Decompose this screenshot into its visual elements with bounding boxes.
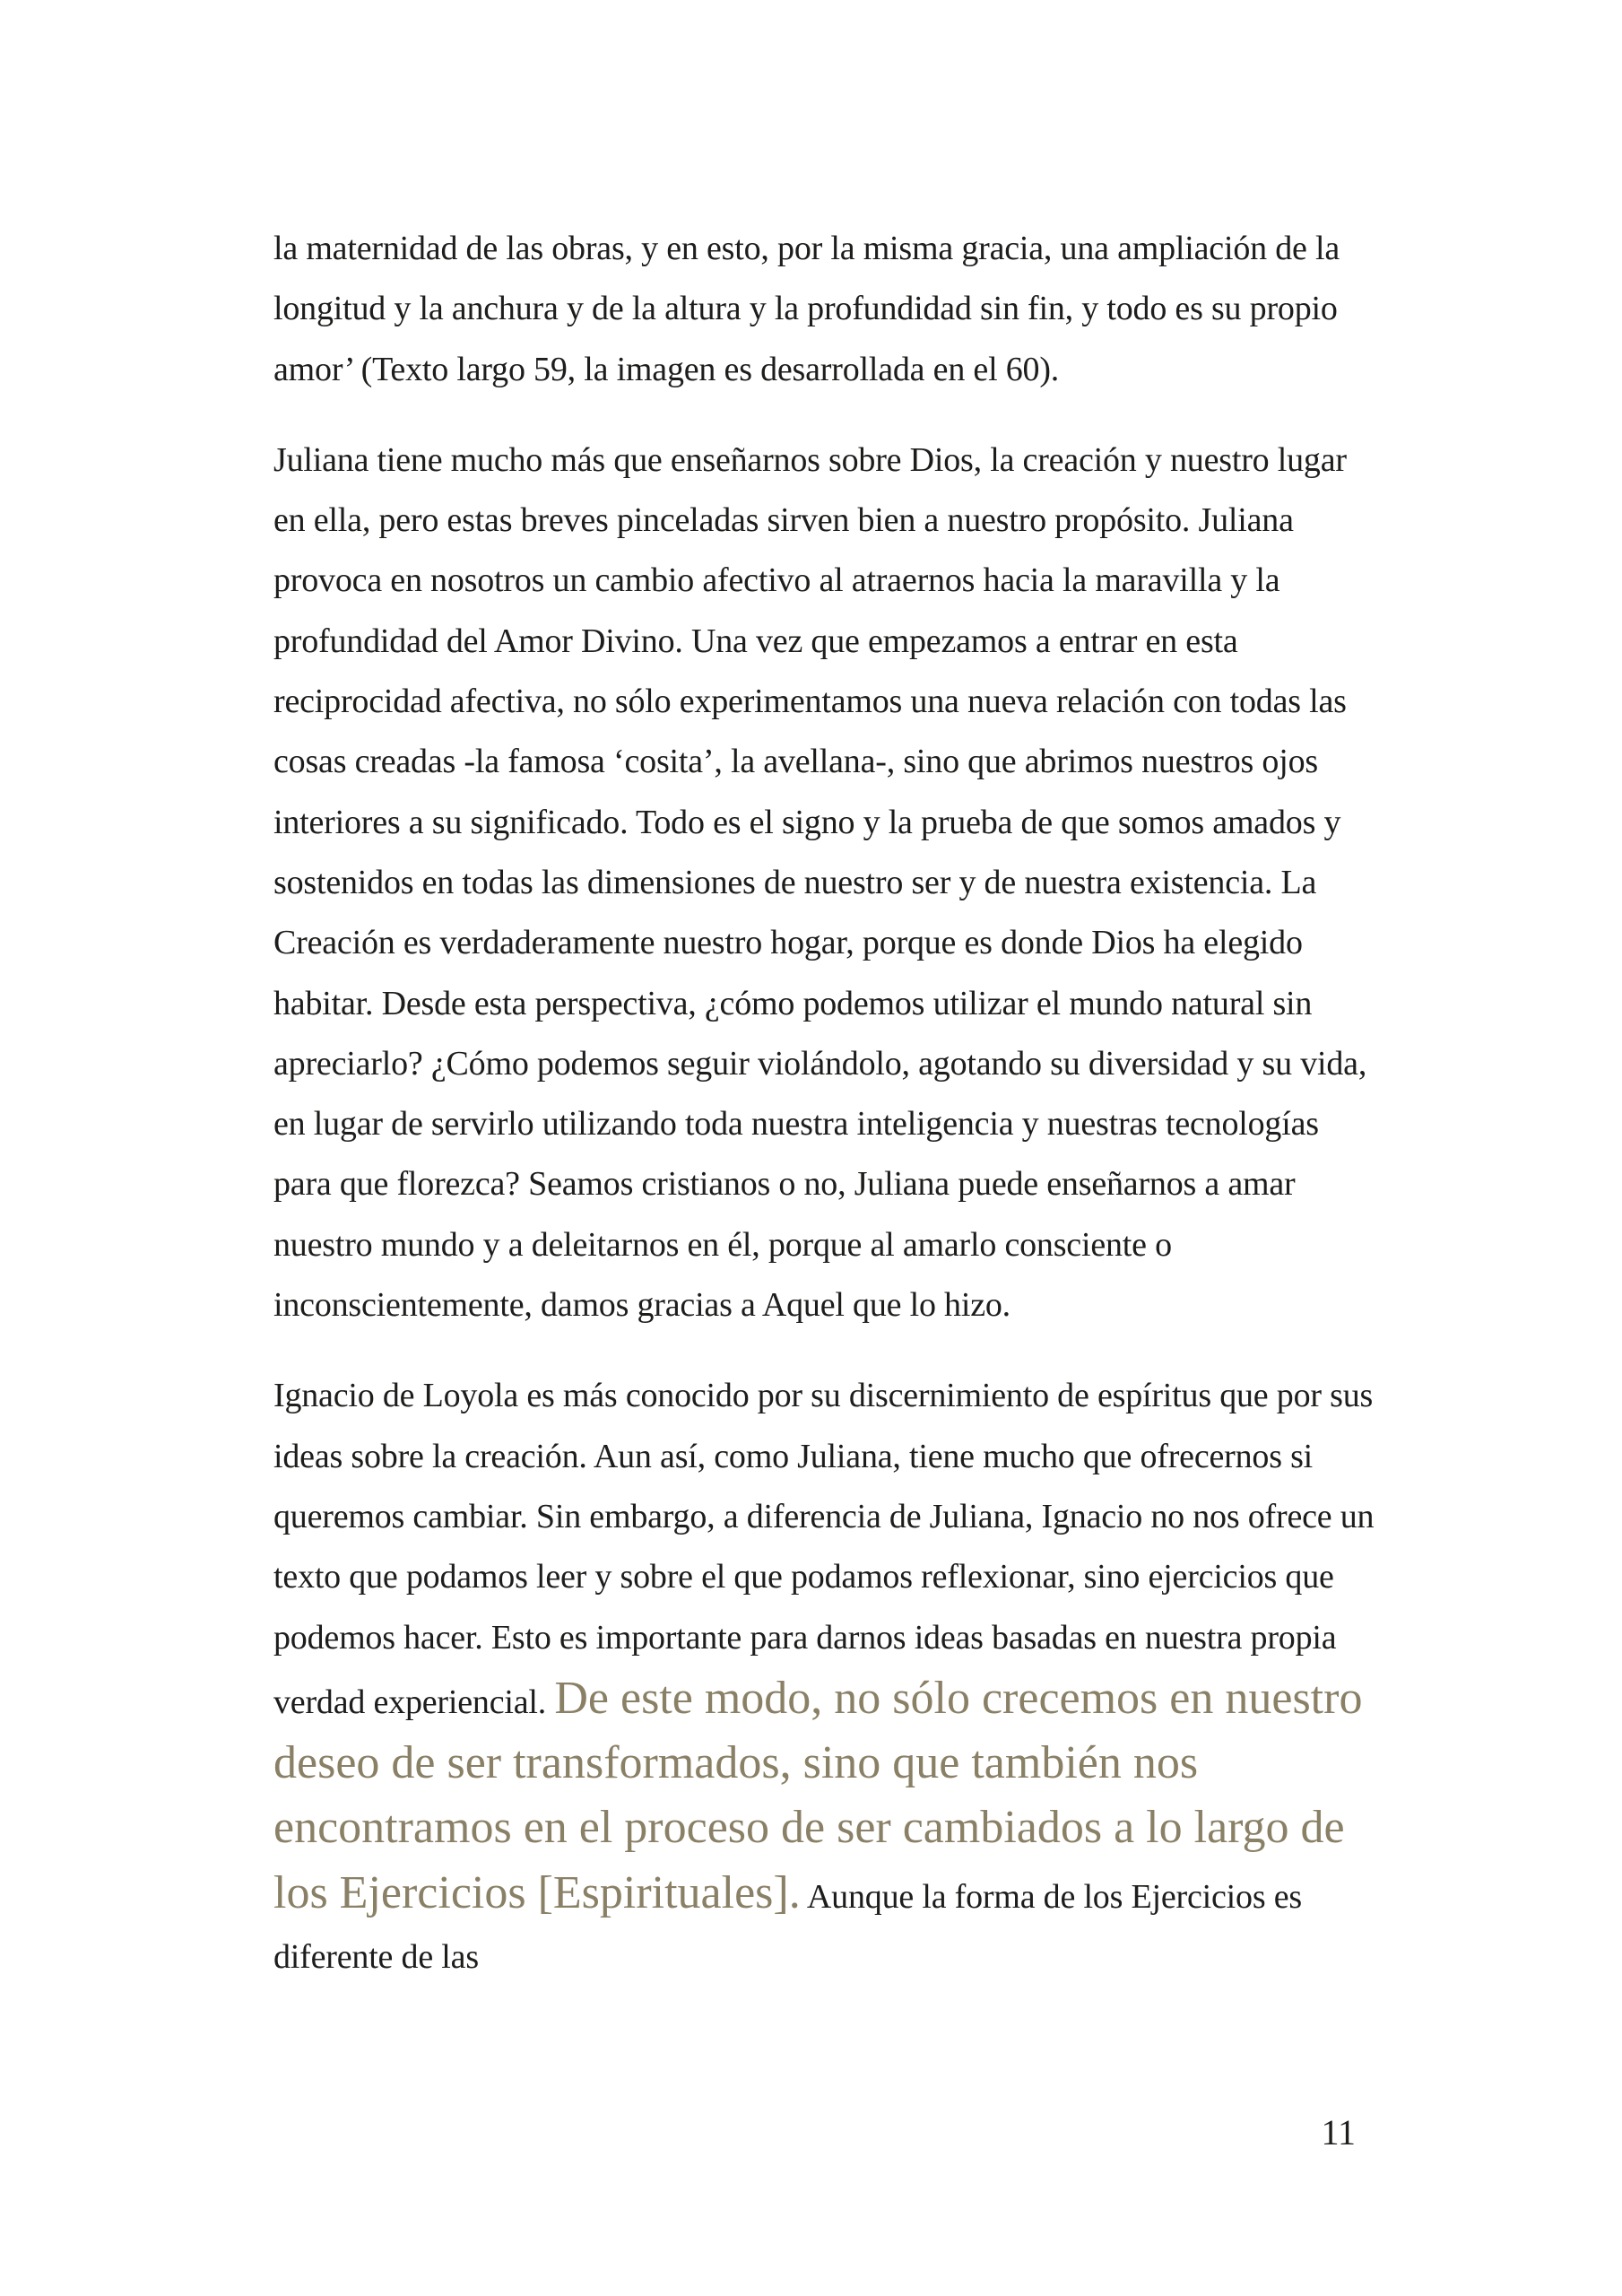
paragraph-2: Juliana tiene mucho más que enseñarnos sobre Dios, la creación y nuestro lugar en ella, pero estas breves pinceladas sirven bien a nuestro propósito. Juliana provoca en nosotros un cambio afectivo al atraernos hacia la maravilla y la profundidad del Amor Divino. Una vez que empezamos a entrar en esta reciprocidad afectiva, no sólo experimentamos una nueva relación con todas las cosas creadas -la famosa ‘cosita’, la avellana-, sino que abrimos nuestros ojos interiores a su significado. Todo es el signo y la prueba de que somos amados y sostenidos en todas las dimensiones de nuestro ser y de nuestra existencia. La Creación es verdaderamente nuestro hogar, porque es donde Dios ha elegido habitar. Desde esta perspectiva, ¿cómo podemos utilizar el mundo natural sin apreciarlo? ¿Cómo podemos seguir violándolo, agotando su diversidad y su vida, en lugar de servirlo utilizando toda nuestra inteligencia y nuestras tecnologías para que florezca? Seamos cristianos o no, Juliana puede enseñarnos a amar nuestro mundo y a deleitarnos en él, porque al amarlo consciente o inconscientemente, damos gracias a Aquel que lo hizo.: [273, 440, 1367, 1325]
highlighted-quote: De este modo, no sólo crecemos en nuestro deseo de ser transformados, sino que también nos encontramos en el proceso de ser cambiados a lo largo de los Ejercicios [Espirituales].: [273, 1672, 1363, 1918]
paragraph-3-lead: Ignacio de Loyola es más conocido por su discernimiento de espíritus que por sus ideas sobre la creación. Aun así, como Juliana, tiene mucho que ofrecernos si queremos cambiar. Sin embargo, a diferencia de Juliana, Ignacio no nos ofrece un texto que podamos leer y sobre el que podamos reflexionar, sino ejercicios que podemos hacer. Esto es importante para darnos ideas basadas en nuestra propia verdad experiencial.: [273, 1377, 1375, 1721]
body-text: [273, 219, 1376, 2018]
paragraph-3-tail: Aunque la forma de los Ejercicios es diferente de las: [273, 1877, 1302, 1977]
paragraph-1: la maternidad de las obras, y en esto, por la misma gracia, una ampliación de la longitud y la anchura y de la altura y la profundidad sin fin, y todo es su propio amor’ (Texto largo 59, la imagen es desarrollada en el 60).: [273, 230, 1340, 388]
page-number: 11: [1321, 2112, 1356, 2152]
paragraph-3: [273, 1366, 1376, 1987]
